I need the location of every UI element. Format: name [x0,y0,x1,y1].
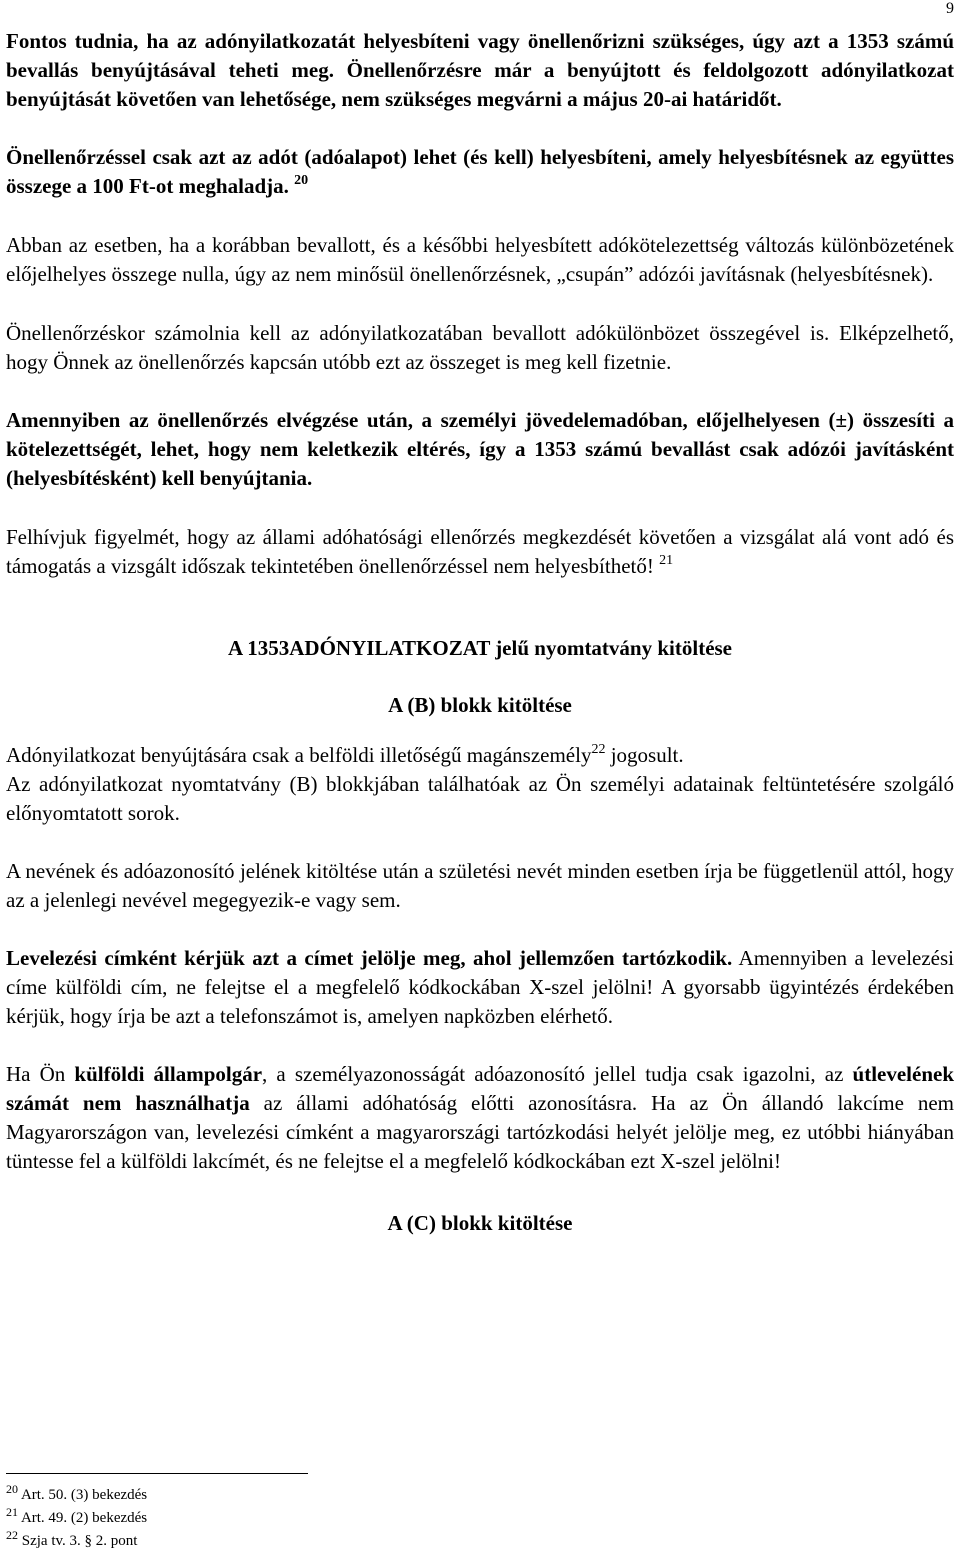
section-heading-block-b: A (B) blokk kitöltése [388,693,572,717]
footnote-number: 22 [6,1528,18,1542]
footnote-divider [6,1473,308,1474]
footnote-ref-21: 21 [659,553,674,568]
paragraph-text: Felhívjuk figyelmét, hogy az állami adóhatósági ellenőrzés megkezdését követően a vizsgálat alá vont adó és támogatás a vizsgált időszak tekintetében önellenőrzéssel nem helyesbíthető! [6,525,954,578]
paragraph-zero-difference [6,231,954,289]
paragraph-text: Az adónyilatkozat nyomtatvány (B) blokkjában találhatóak az Ön személyi adatainak feltüntetésére szolgáló előnyomtatott sorok. [6,772,954,825]
footnote-item [6,1507,606,1530]
paragraph-text: Önellenőrzéskor számolnia kell az adónyilatkozatában bevallott adókülönbözet összegével is. Elképzelhető, hogy Önnek az önellenőrzés kapcsán utóbb ezt az összeget is meg kell fizetnie. [6,321,954,374]
footnote-ref-22: 22 [591,742,606,757]
footnotes [6,1473,606,1553]
footnote-item [6,1530,606,1553]
paragraph-text: Önellenőrzéssel csak azt az adót (adóalapot) lehet (és kell) helyesbíteni, amely helyesbítésnek az együttes összege a 100 Ft-ot meghaladja. [6,145,954,198]
paragraph-birth-name [6,857,954,915]
page-number: 9 [946,0,954,17]
section-heading-main: A 1353ADÓNYILATKOZAT jelű nyomtatvány kitöltése [227,636,733,660]
paragraph-difference-amount [6,319,954,377]
paragraph-text: Amennyiben a levelezési címe külföldi cím, ne felejtse el a megfelelő kódkockában X-szel jelölni! A gyorsabb ügyintézés érdekében kérjük, hogy írja be azt a telefonszámot is, amelyen napközben elérhető. [6,946,954,1028]
paragraph-text: Amennyiben az önellenőrzés elvégzése után, a személyi jövedelemadóban, előjelhelyesen (±) összesíti a kötelezettségét, lehet, hogy nem keletkezik eltérés, így a 1353 számú bevallást csak adózói javításként (helyesbítésként) kell benyújtania. [6,408,954,490]
footnote-item [6,1484,606,1507]
footnote-text: Art. 50. (3) bekezdés [20,1487,148,1503]
paragraph-self-revision-info [6,27,954,114]
paragraph-bold-text: Levelezési címként kérjük azt a címet jelölje meg, ahol jellemzően tartózkodik. [6,946,733,970]
paragraph-foreign-citizen [6,1060,954,1176]
paragraph-text: Fontos tudnia, ha az adónyilatkozatát helyesbíteni vagy önellenőrizni szükséges, úgy azt a 1353 számú bevallás benyújtásával teheti meg. Önellenőrzésre már a benyújtott és feldolgozott adónyilatkozat benyújtását követően van lehetősége, nem szükséges megvárni a május 20-ai határidőt. [6,29,954,111]
paragraph-text: , a személyazonosságát adóazonosító jellel tudja csak igazolni, az [262,1062,853,1086]
footnote-text: Art. 49. (2) bekezdés [20,1510,148,1526]
paragraph-text: Adónyilatkozat benyújtására csak a belföldi illetőségű magánszemély [6,743,592,767]
footnote-ref-20: 20 [294,173,309,188]
paragraph-mailing-address [6,944,954,1031]
footnote-number: 21 [6,1505,18,1519]
footnote-text: Szja tv. 3. § 2. pont [21,1533,138,1549]
paragraph-text: Abban az esetben, ha a korábban bevallott, és a későbbi helyesbített adókötelezettség változás különbözetének előjelhelyes összege nulla, úgy az nem minősül önellenőrzésnek, „csupán” adózói javításnak (helyesbítésnek). [6,233,954,286]
paragraph-text: A nevének és adóazonosító jelének kitöltése után a születési nevét minden esetben írja be függetlenül attól, hogy az a jelenlegi nevével megegyezik-e vagy sem. [6,859,954,912]
section-heading-block-c: A (C) blokk kitöltése [387,1211,573,1235]
paragraph-eligibility [6,741,954,828]
document-body [6,27,954,1238]
paragraph-audit-notice [6,523,954,581]
paragraph-bold-text: útlevelének számát nem használhatja [6,1062,955,1115]
paragraph-text: jogosult. [605,743,684,767]
paragraph-text: az állami adóhatóság előtti azonosításra. Ha az Ön állandó lakcíme nem Magyarországon van, levelezési címként a magyarországi tartózkodási helyét jelölje meg, ez utóbbi hiányában tüntesse fel a külföldi lakcímét, és ne felejtse el a megfelelő kódkockában ezt X-szel jelölni! [6,1091,955,1173]
paragraph-bold-text: külföldi állampolgár [74,1062,263,1086]
paragraph-threshold [6,143,954,201]
paragraph-text: Ha Ön [6,1062,75,1086]
paragraph-correction-submission [6,406,954,493]
footnote-number: 20 [6,1482,18,1496]
